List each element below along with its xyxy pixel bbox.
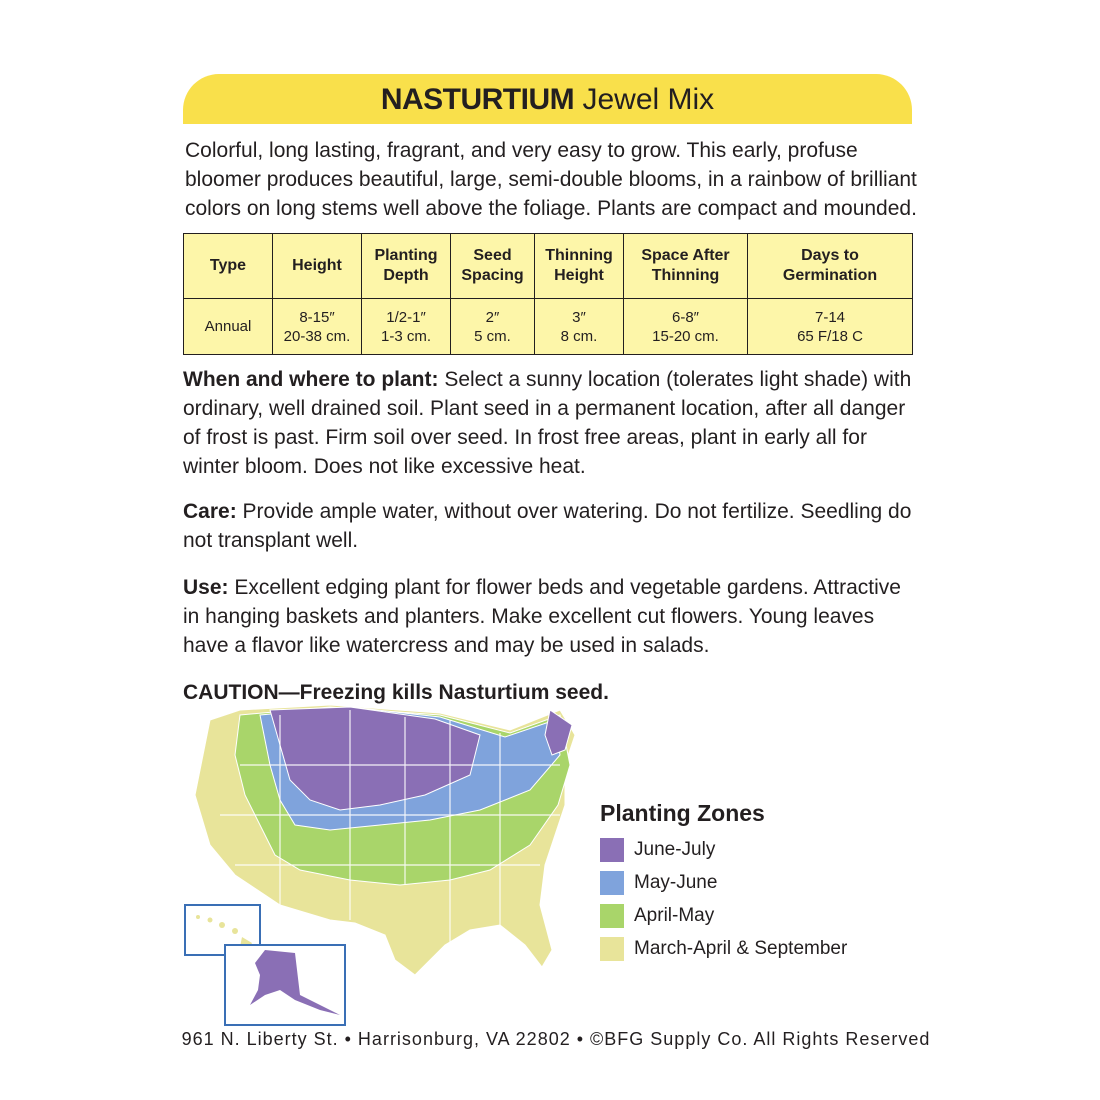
product-description: Colorful, long lasting, fragrant, and very easy to grow. This early, profuse bloomer produces beautiful, large, semi-double blooms, in a rainbow of brilliant colors on long stems well above the foliage. Plants are compact and mounded. <box>185 139 917 220</box>
product-name: NASTURTIUM <box>380 83 575 116</box>
legend-swatch-april-may <box>600 904 624 928</box>
use-section <box>183 573 918 660</box>
specs-value-row <box>184 299 913 355</box>
header-thinning-height: Thinning Height <box>535 234 624 299</box>
header-seed-spacing: Seed Spacing <box>451 234 535 299</box>
legend-swatch-june-july <box>600 838 624 862</box>
legend-swatch-march-april-september <box>600 937 624 961</box>
value-planting-depth: 1/2-1″ 1-3 cm. <box>362 299 451 355</box>
legend-item-april-may: April-May <box>600 899 847 932</box>
when-where-text: Select a sunny location (tolerates light shade) with ordinary, well drained soil. Plant seed in a permanent location, after all danger of frost is past. Firm soil over seed. In frost free areas, plant in early all for winter bloom. Does not like excessive heat. <box>183 368 912 478</box>
specs-header-row <box>184 234 913 299</box>
product-title-banner <box>183 74 912 124</box>
legend-swatch-may-june <box>600 871 624 895</box>
care-label: Care: <box>183 500 237 523</box>
value-days-to-germination: 7-14 65 F/18 C <box>748 299 913 355</box>
value-space-after-thinning: 6-8″ 15-20 cm. <box>624 299 748 355</box>
value-height: 8-15″ 20-38 cm. <box>273 299 362 355</box>
when-where-label: When and where to plant: <box>183 368 439 391</box>
planting-specs-table <box>183 233 913 355</box>
header-height: Height <box>273 234 362 299</box>
header-type: Type <box>184 234 273 299</box>
value-thinning-height: 3″ 8 cm. <box>535 299 624 355</box>
legend-title: Planting Zones <box>600 800 765 826</box>
legend-item-may-june: May-June <box>600 866 847 899</box>
use-label: Use: <box>183 576 229 599</box>
header-space-after-thinning: Space After Thinning <box>624 234 748 299</box>
planting-zones-map <box>180 705 580 1030</box>
use-text: Excellent edging plant for flower beds and vegetable gardens. Attractive in hanging baskets and planters. Make excellent cut flowers. Young leaves have a flavor like watercress and may be used in salads. <box>183 576 901 657</box>
footer-address: 961 N. Liberty St. • Harrisonburg, VA 22802 • ©BFG Supply Co. All Rights Reserved <box>181 1029 931 1049</box>
product-variety: Jewel Mix <box>582 83 715 116</box>
header-planting-depth: Planting Depth <box>362 234 451 299</box>
value-type: Annual <box>184 299 273 355</box>
legend-item-june-july: June-July <box>600 833 847 866</box>
planting-zones-legend <box>600 800 847 965</box>
value-seed-spacing: 2″ 5 cm. <box>451 299 535 355</box>
header-days-to-germination: Days to Germination <box>748 234 913 299</box>
care-text: Provide ample water, without over watering. Do not fertilize. Seedling do not transplant well. <box>183 500 912 552</box>
caution-text: CAUTION—Freezing kills Nasturtium seed. <box>183 681 609 704</box>
legend-item-march-april-september: March-April & September <box>600 932 847 965</box>
care-section <box>183 497 918 555</box>
when-where-section <box>183 365 918 481</box>
